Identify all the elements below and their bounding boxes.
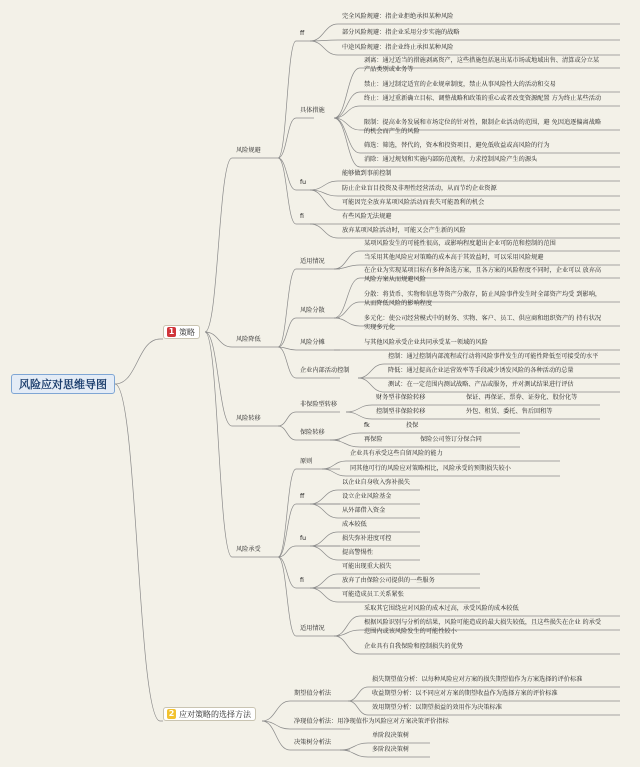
leaf-node: 降低：通过提高企业运营效率等手段减少诱发风险的各种活动的总量 [388, 367, 574, 374]
leaf-node: 保险公司签订分保合同 [420, 436, 482, 443]
connector-line [115, 339, 163, 384]
connector-line [278, 158, 314, 190]
branch-npv[interactable]: 净现值分析法：用净现值作为风险应对方案决策评价指标 [294, 718, 449, 725]
leaf-node: 放弃了由保险公司提供的一些服务 [342, 577, 435, 584]
connector-line [278, 158, 314, 224]
leaf-node: 损失期望值分析：以每种风险应对方案的损失期望值作为方案选择的评价标准 [372, 676, 583, 683]
leaf-node: 可能出现重大损失 [342, 563, 392, 570]
leaf-node: 中途风险规避：指企业终止承担某种风险 [342, 44, 454, 51]
leaf-node: 同其他可行的风险应对策略相比，风险承受的预期损失较小 [350, 465, 511, 472]
sub-branch-ff[interactable]: ff [300, 493, 305, 500]
connector-line [115, 384, 163, 721]
main-category-label: 应对策略的选择方法 [179, 709, 251, 719]
leaf-node: 终止：通过重新确立目标、调整战略和政策的重心或者改变资源配置 方为终止某些活动 [364, 95, 602, 102]
sub-branch-measures[interactable]: 具体措施 [300, 107, 325, 114]
sub-branch-insurance[interactable]: 保险转移 [300, 429, 325, 436]
leaf-node: 效用期望分析：以期望损益的效用作为决策标准 [372, 704, 502, 711]
leaf-node: 企业具有承受这些自留风险的能力 [350, 450, 443, 457]
connector-line [278, 347, 340, 350]
leaf-node: 控制：通过控制内部流程或行动将风险事件发生的可能性降低至可接受的水平 [388, 353, 599, 360]
leaf-node: 财务型非保险转移 [376, 394, 426, 401]
leaf-node: 以企业自身收入弥补损失 [342, 479, 411, 486]
leaf-node: 测试：在一定范围内测试战略、产品或服务，并对测试结果进行评估 [388, 381, 574, 388]
connector-line [278, 412, 340, 426]
sub-branch-fi[interactable]: fi [300, 577, 304, 584]
root-node[interactable]: 风险应对思维导图 [11, 374, 115, 394]
leaf-node: 放弃某项风险活动时，可能又会产生新的风险 [342, 227, 466, 234]
leaf-node: 外包、租赁、委托、售后回租等 [466, 408, 553, 415]
branch-risk-avoidance[interactable]: 风险规避 [236, 147, 261, 154]
leaf-node: 筛选：筛选，替代的，资本和投资项目，避免低收益或高风险的行为 [364, 142, 550, 149]
leaf-node: 损失弥补进度可控 [342, 535, 392, 542]
leaf-node: 企业具有自我保险和控制损失的优势 [364, 643, 463, 650]
sub-branch-ff[interactable]: ff [300, 30, 305, 37]
main-category-strategy[interactable] [163, 325, 200, 339]
sub-branch-fi[interactable]: fi [300, 213, 304, 220]
connector-line [334, 106, 620, 118]
connector-line [278, 41, 314, 158]
main-category-selection-methods[interactable] [163, 707, 256, 721]
leaf-node: 部分风险规避：指企业采用分步实施的战略 [342, 29, 460, 36]
sub-branch-applicable[interactable]: 适用情况 [300, 258, 325, 265]
leaf-node: 防止企业盲目投资及非理性经营活动，从而节约企业资源 [342, 185, 497, 192]
leaf-node: 可能造成员工关系紧张 [342, 591, 404, 598]
leaf-node: 再保险 [364, 436, 383, 443]
leaf-node: 控制型非保险转移 [376, 408, 426, 415]
leaf-node: 剥离：通过适当的措施剥离资产，这些措施包括退出某市场或地域出售、清算或分立某产品类别或业务等 [364, 57, 600, 74]
leaf-node: 提高警惕性 [342, 549, 373, 556]
leaf-node: 成本较低 [342, 521, 367, 528]
connector-line [205, 158, 280, 332]
leaf-node: 设立企业风险基金 [342, 493, 392, 500]
connector-line [278, 546, 340, 557]
number-badge-1: 1 [168, 327, 175, 336]
connector-line [278, 557, 340, 588]
sub-branch-non-insurance[interactable]: 非保险型转移 [300, 401, 338, 408]
connector-line [334, 68, 620, 118]
branch-risk-reduction[interactable]: 风险降低 [236, 336, 261, 343]
leaf-node: 单阶段决策树 [372, 732, 410, 739]
sub-branch-principle[interactable]: 原则 [300, 458, 313, 465]
sub-branch-fu[interactable]: fu [300, 179, 307, 186]
leaf-node: 在企业为实现某项目标有多种备选方案，且各方案的风险程度不同时，企业可以 放弃高风险方案从而规避风险 [364, 267, 602, 284]
leaf-node: 当采用其他风险应对策略的成本高于其效益时，可以采用风险规避 [364, 254, 544, 261]
leaf-node: 根据风险识别与分析的结果，风险可能造成的最大损失较低，且这些损失在企业 的承受范围内或该风险发生的可能性较小 [364, 619, 602, 636]
main-category-label: 策略 [179, 327, 195, 337]
sub-branch-fu[interactable]: fu [300, 535, 307, 542]
leaf-node: fk [364, 422, 370, 429]
leaf-node: 有些风险无法规避 [342, 213, 392, 220]
leaf-node: 从外部借入资金 [342, 507, 386, 514]
leaf-node: 限制：提高业务发展和市场定位的针对性，限制企业活动的范围，避 免因追逐偏离战略的机会而产生的风险 [364, 119, 602, 136]
leaf-node: 消除：通过规划和实施内部防范流程，力求控制风险产生的源头 [364, 156, 538, 163]
connector-line [310, 40, 620, 41]
leaf-node: 禁止：通过制定适宜的企业规章制度，禁止从事风险性大的活动和交易 [364, 81, 556, 88]
branch-risk-transfer[interactable]: 风险转移 [236, 415, 261, 422]
leaf-node: 与其他风险承受企业共同承受某一领域的风险 [364, 339, 488, 346]
branch-risk-acceptance[interactable]: 风险承受 [236, 546, 261, 553]
leaf-node: 收益期望分析：以不同应对方案的期望收益作为选择方案的评价标准 [372, 690, 558, 697]
leaf-node: 采取其它围绕应对风险的成本过高，承受风险的成本较低 [364, 605, 519, 612]
leaf-node: 保证、再保证、票券、证券化、股份化等 [466, 394, 578, 401]
leaf-node: 能够做到事前控制 [342, 170, 392, 177]
connector-line [278, 469, 340, 557]
branch-decision-tree[interactable]: 决策树分析法 [294, 739, 332, 746]
leaf-node: 完全风险规避：指企业拒绝承担某种风险 [342, 13, 454, 20]
sub-branch-risk-diversification[interactable]: 风险分散 [300, 307, 325, 314]
sub-branch-internal-control[interactable]: 企业内部活动控制 [300, 367, 350, 374]
number-badge-2: 2 [168, 709, 175, 718]
leaf-node: 可能因完全放弃某项风险活动而丧失可能盈利的机会 [342, 199, 485, 206]
leaf-node: 某项风险发生的可能性很高，或影响程度超出企业可防范和控制的范围 [364, 240, 556, 247]
leaf-node: 多元化：使公司经营模式中的财务、实物、客户、员工、供应商和组织资产的 持有状况实现多元化 [364, 315, 602, 332]
leaf-node: 多阶段决策树 [372, 746, 410, 753]
branch-expected-value[interactable]: 期望值分析法 [294, 690, 332, 697]
leaf-node: 投保 [406, 422, 419, 429]
sub-branch-risk-sharing[interactable]: 风险分摊 [300, 339, 325, 346]
sub-branch-applicable[interactable]: 适用情况 [300, 625, 325, 632]
leaf-node: 分散：将货币、实物和信息等资产分散存，防止风险事件发生时全部资产均受 到影响，从而降低风险的影响程度 [364, 291, 602, 308]
